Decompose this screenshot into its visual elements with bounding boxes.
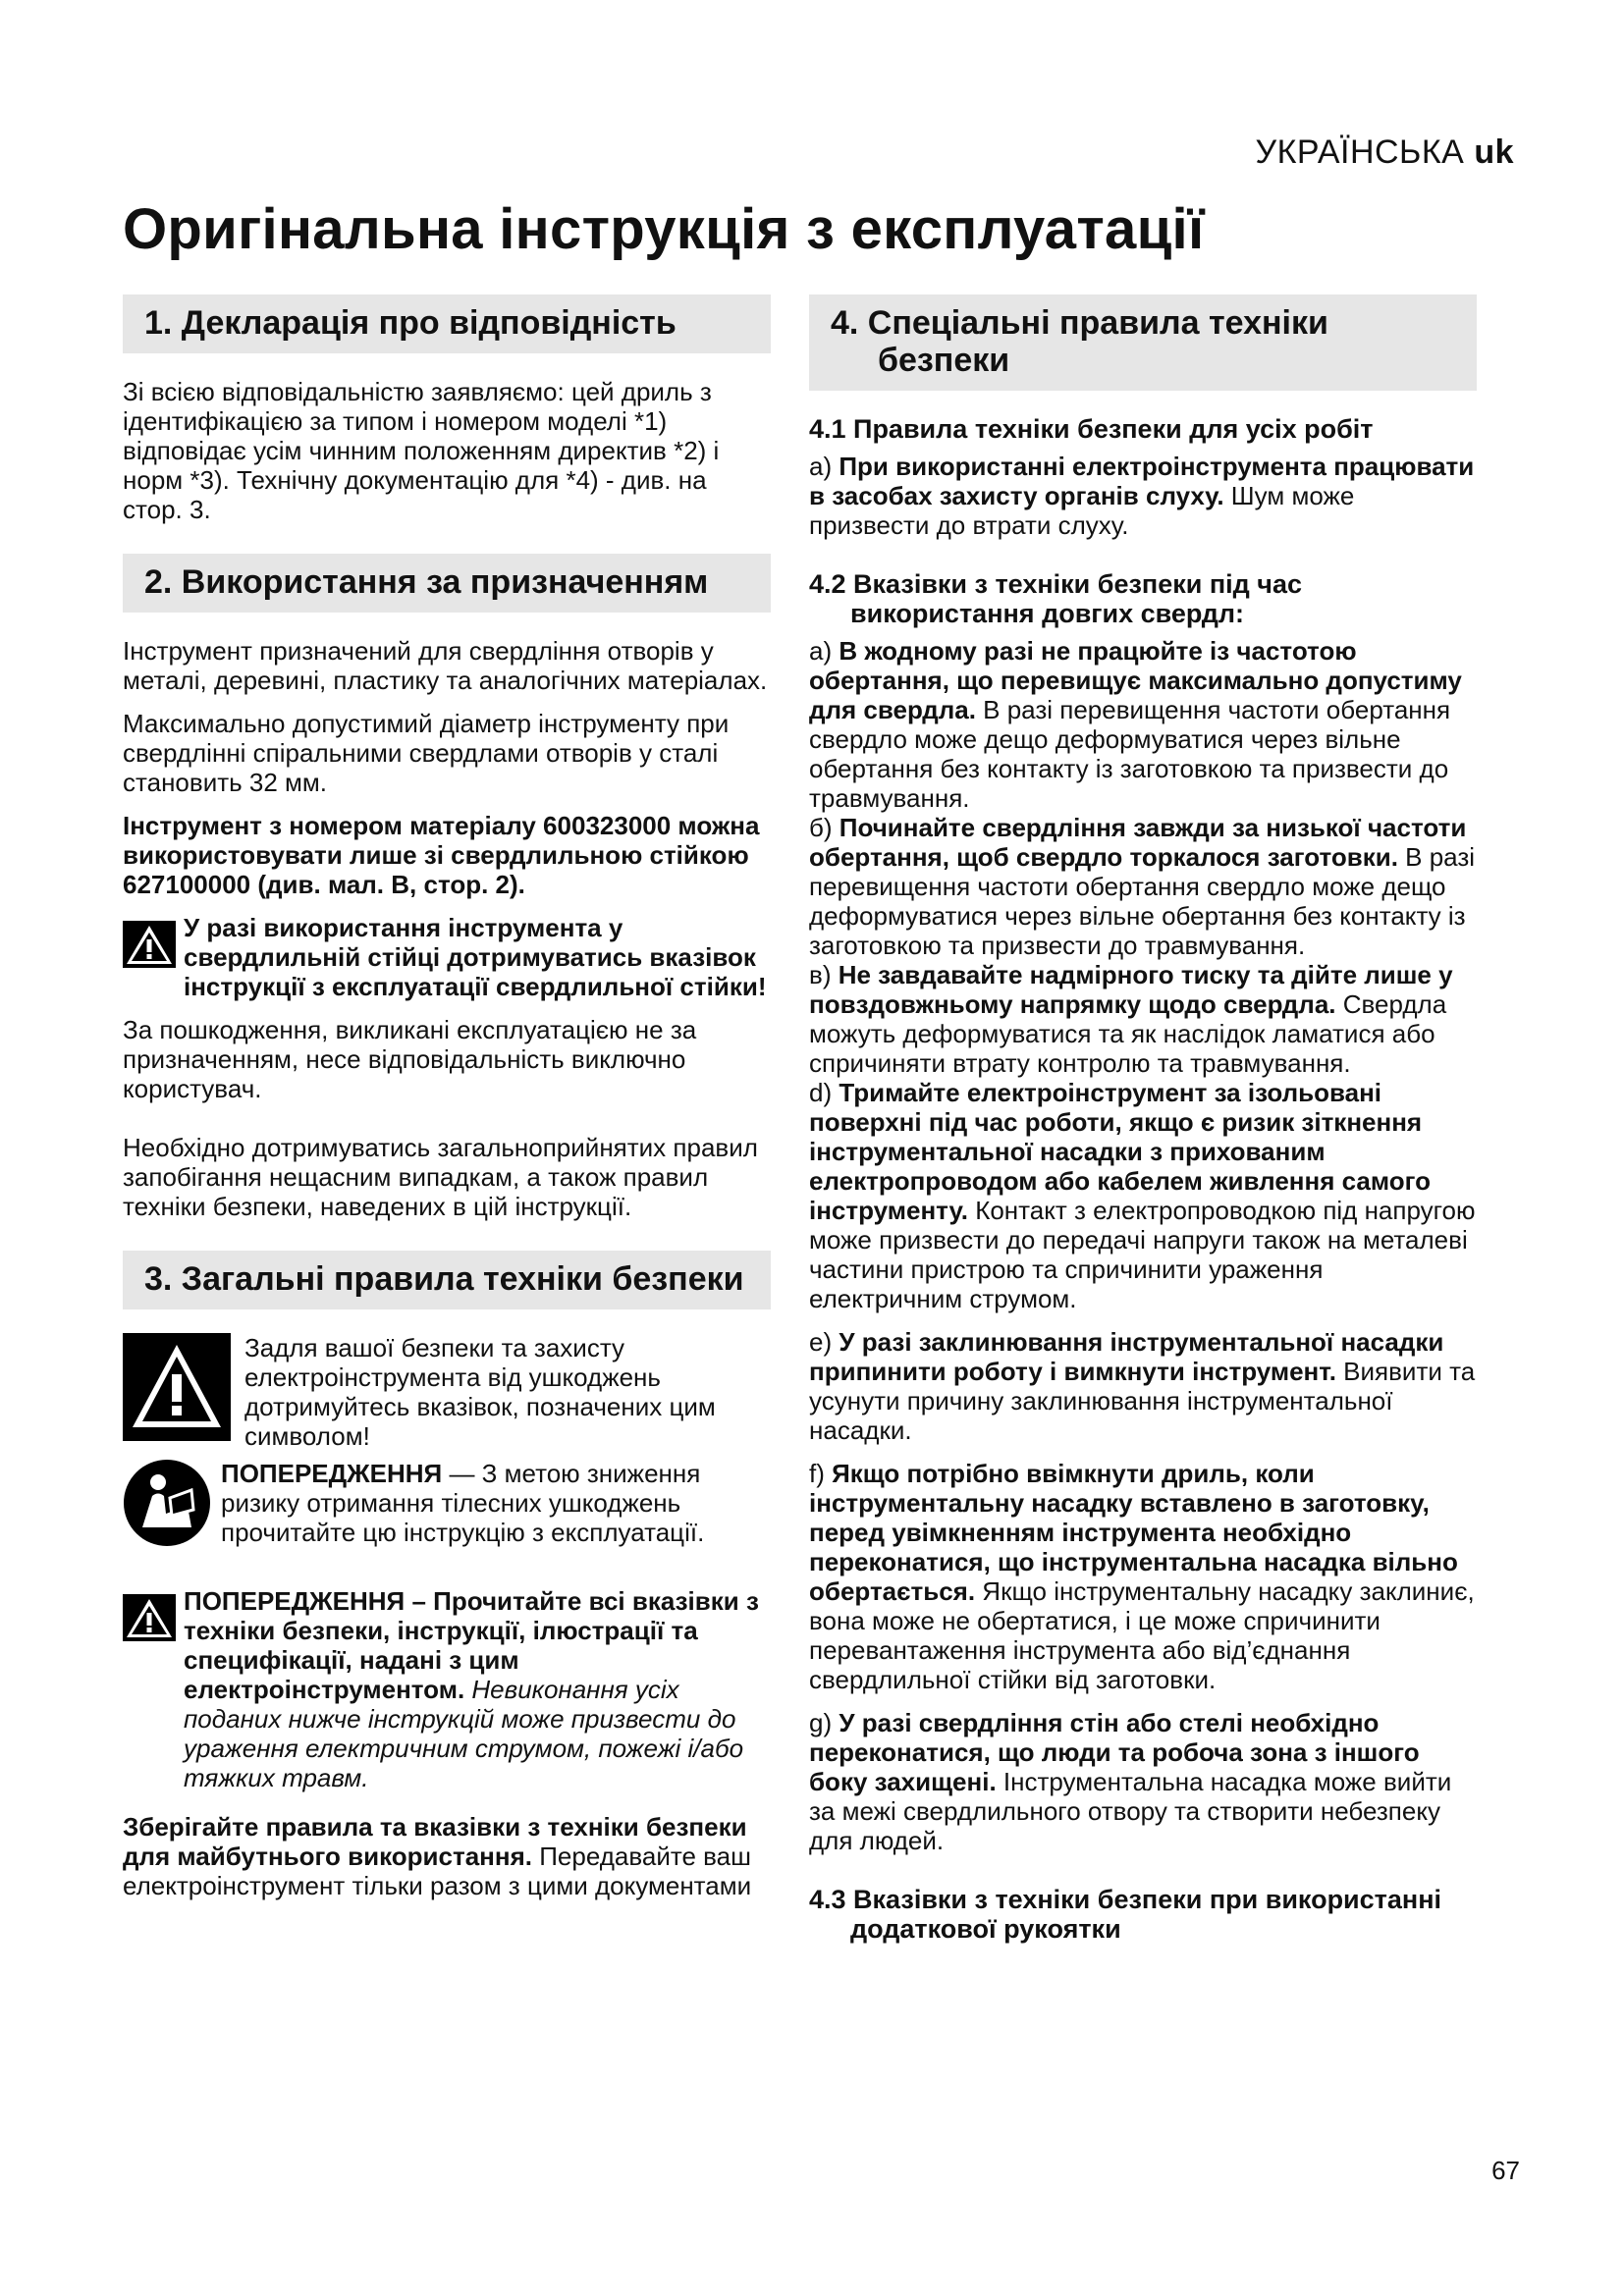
keep-instructions-text bbox=[123, 1812, 771, 1900]
rule-4-2-c-text: Свердла можуть деформуватися та як наслідок ламатися або спричиняти втрату контролю та травмування. bbox=[809, 989, 1447, 1078]
rule-4-2-g-bold: У разі свердління стін або стелі необхідно переконатися, що люди та робоча зона з іншого боку захищені. bbox=[809, 1708, 1420, 1796]
rule-4-2-g-prefix: g) bbox=[809, 1708, 839, 1737]
rule-4-2-d bbox=[809, 1078, 1477, 1313]
rule-4-2-a bbox=[809, 636, 1477, 813]
max-diameter-text: Максимально допустимий діаметр інструменту при свердлінні спіральними свердлами отворів у сталі становить 32 мм. bbox=[123, 709, 730, 797]
rule-4-2-d-text: Контакт з електропроводкою під напругою може призвести до передачі напруги також на металеві частини пристрою та спричинити ураження електричним струмом. bbox=[809, 1196, 1476, 1313]
read-manual-text bbox=[221, 1459, 771, 1547]
drill-stand-warning bbox=[123, 913, 771, 1001]
rule-4-2-b-text: В разі перевищення частоти обертання свердло може дещо деформуватися через вільне обертання без контакту із заготовкою та призвести до травмування. bbox=[809, 842, 1476, 960]
rule-4-1-a-bold: При використанні електроінструмента працювати в засобах захисту органів слуху. bbox=[809, 452, 1475, 510]
rule-4-1-a-prefix: а) bbox=[809, 452, 839, 481]
keep-instructions-normal: Передавайте ваш електроінструмент тільки разом з цими документами bbox=[123, 1842, 752, 1900]
read-manual-warning-text: — З метою зниження ризику отримання тілесних ушкоджень прочитайте цю інструкцію з експлуатації. bbox=[221, 1459, 705, 1547]
left-column bbox=[123, 294, 771, 1900]
subsection-4-1-title: 4.1 Правила техніки безпеки для усіх робіт bbox=[809, 414, 1374, 444]
accident-prevention-text: Необхідно дотримуватись загальноприйнятих правил запобігання нещасним випадкам, а також правил техніки безпеки, наведених в цій інструкції. bbox=[123, 1133, 758, 1221]
section-3-header bbox=[123, 1251, 771, 1309]
rule-4-2-a-prefix: а) bbox=[809, 636, 839, 666]
warning-triangle-icon bbox=[123, 1333, 231, 1441]
rule-4-2-d-prefix: d) bbox=[809, 1078, 839, 1107]
rule-4-2-e-text: Виявити та усунути причину заклинювання інструментальної насадки. bbox=[809, 1357, 1476, 1445]
general-warning-text bbox=[184, 1586, 771, 1792]
right-column bbox=[809, 294, 1477, 1944]
section-2-title: 2. Використання за призначенням bbox=[144, 563, 709, 601]
rule-4-2-e-prefix: e) bbox=[809, 1327, 839, 1357]
safety-symbol-text: Задля вашої безпеки та захисту електроінструмента від ушкоджень дотримуйтесь вказівок, позначених цим символом! bbox=[244, 1333, 716, 1451]
intended-use-text: Інструмент призначений для свердління отворів у металі, деревині, пластику та аналогічних матеріалах. bbox=[123, 636, 768, 695]
section-1-header bbox=[123, 294, 771, 353]
rule-4-2-f-prefix: f) bbox=[809, 1459, 833, 1488]
rule-4-2-g-text: Інструментальна насадка може вийти за межі свердлильного отвору та створити небезпеку для людей. bbox=[809, 1767, 1452, 1855]
general-warning-bold: ПОПЕРЕДЖЕННЯ – Прочитайте всі вказівки з техніки безпеки, інструкції, ілюстрації та специфікації, надані з цим електроінструментом. bbox=[184, 1586, 759, 1704]
read-manual-row bbox=[123, 1459, 771, 1547]
rule-4-2-b-bold: Починайте свердління завжди за низької частоти обертання, щоб свердло торкалося заготовки. bbox=[809, 813, 1467, 872]
rule-4-2-c bbox=[809, 960, 1477, 1078]
rule-4-2-d-bold: Тримайте електроінструмент за ізольовані поверхні під час роботи, якщо є ризик зіткнення інструментальної насадки з прихованим електропроводом або кабелем живлення самого інструменту. bbox=[809, 1078, 1431, 1225]
section-3-title: 3. Загальні правила техніки безпеки bbox=[144, 1260, 744, 1298]
general-warning bbox=[123, 1586, 771, 1792]
read-manual-warning-label: ПОПЕРЕДЖЕННЯ bbox=[221, 1459, 443, 1488]
section-2-header bbox=[123, 554, 771, 613]
warning-triangle-icon bbox=[123, 1594, 176, 1641]
drill-stand-warning-text: У разі використання інструмента у свердлильній стійці дотримуватись вказівок інструкції з експлуатації свердлильної стійки! bbox=[184, 913, 767, 1001]
liability-text: За пошкодження, викликані експлуатацією не за призначенням, несе відповідальність виключно користувач. bbox=[123, 1015, 697, 1103]
language-name: УКРАЇНСЬКА bbox=[1255, 133, 1465, 171]
rule-4-2-b-prefix: б) bbox=[809, 813, 839, 842]
warning-triangle-icon bbox=[123, 921, 176, 968]
rule-4-1-a-text: Шум може призвести до втрати слуху. bbox=[809, 481, 1355, 540]
language-code: uk bbox=[1474, 133, 1514, 171]
rule-4-1-a bbox=[809, 452, 1477, 540]
subsection-4-2-title: 4.2 Вказівки з техніки безпеки під час використання довгих свердл: bbox=[809, 569, 1302, 628]
general-warning-italic: Невиконання усіх поданих нижче інструкцій може призвести до ураження електричним струмом, пожежі і/або тяжких травм. bbox=[184, 1675, 744, 1792]
language-label bbox=[1256, 133, 1514, 172]
safety-symbol-row bbox=[123, 1333, 771, 1451]
rule-4-2-e bbox=[809, 1327, 1477, 1445]
declaration-text: Зі всією відповідальністю заявляємо: цей дриль з ідентифікацією за типом і номером моделі *1) відповідає усім чинним положенням директив *2) і норм *3). Технічну документацію для *4) - див. на стор. 3. bbox=[123, 377, 720, 524]
rule-4-2-e-bold: У разі заклинювання інструментальної насадки припинити роботу і вимкнути інструмент. bbox=[809, 1327, 1444, 1386]
keep-instructions-bold: Зберігайте правила та вказівки з техніки безпеки для майбутнього використання. bbox=[123, 1812, 747, 1871]
section-4-header bbox=[809, 294, 1477, 391]
rule-4-2-c-bold: Не завдавайте надмірного тиску та дійте лише у повздовжньому напрямку щодо свердла. bbox=[809, 960, 1453, 1019]
page-number: 67 bbox=[1491, 2156, 1520, 2185]
material-number-note: Інструмент з номером матеріалу 600323000 можна використовувати лише зі свердлильною стійкою 627100000 (див. мал. B, стор. 2). bbox=[123, 811, 760, 899]
section-1-title: 1. Декларація про відповідність bbox=[144, 304, 677, 342]
rule-4-2-a-bold: В жодному разі не працюйте із частотою обертання, що перевищує максимально допустиму для свердла. bbox=[809, 636, 1462, 724]
rule-4-2-f-bold: Якщо потрібно ввімкнути дриль, коли інструментальну насадку вставлено в заготовку, перед увімкненням інструмента необхідно переконатися, що інструментальна насадка вільно обертається. bbox=[809, 1459, 1458, 1606]
page-title: Оригінальна інструкція з експлуатації bbox=[123, 197, 1205, 261]
rule-4-2-f-text: Якщо інструментальну насадку заклиниє, вона може не обертатися, і це може спричинити перевантаження інструмента або від’єднання свердлильної стійки від заготовки. bbox=[809, 1576, 1475, 1694]
rule-4-2-g bbox=[809, 1708, 1477, 1855]
rule-4-2-f bbox=[809, 1459, 1477, 1694]
subsection-4-3-title: 4.3 Вказівки з техніки безпеки при використанні додаткової рукоятки bbox=[809, 1885, 1442, 1944]
rule-4-2-a-text: В разі перевищення частоти обертання свердло може дещо деформуватися через вільне обертання без контакту із заготовкою та призвести до травмування. bbox=[809, 695, 1451, 813]
rule-4-2-c-prefix: в) bbox=[809, 960, 839, 989]
read-manual-icon bbox=[123, 1459, 211, 1547]
rule-4-2-b bbox=[809, 813, 1477, 960]
section-4-title: 4. Спеціальні правила техніки безпеки bbox=[831, 304, 1328, 379]
